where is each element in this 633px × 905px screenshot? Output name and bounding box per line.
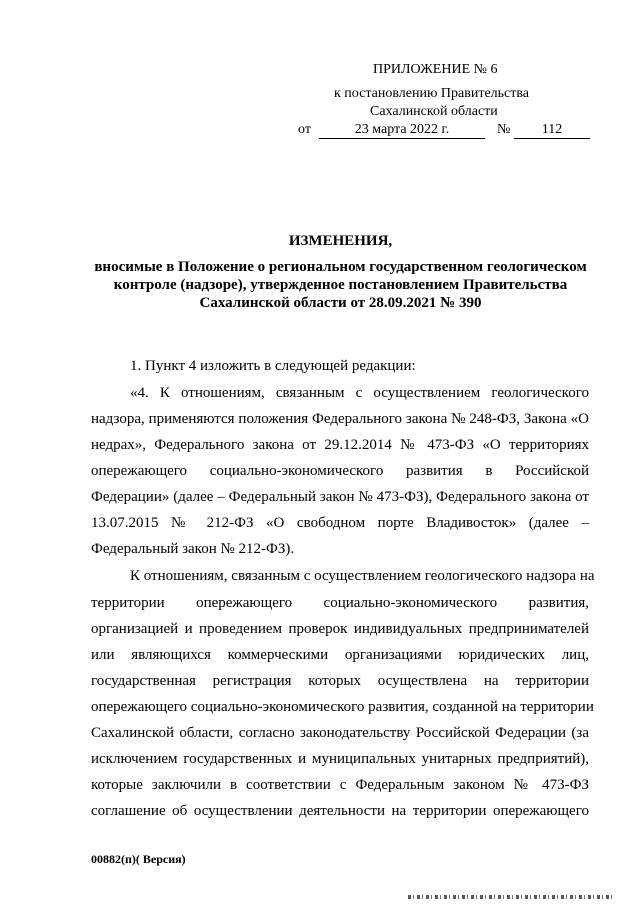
scan-barcode-strip	[408, 895, 613, 899]
paragraph-2-line-2: надзора, применяются положения Федерального закона № 248-ФЗ, Закона «О	[91, 411, 589, 427]
paragraph-2-line-7: Федеральный закон № 212-ФЗ).	[91, 541, 295, 557]
paragraph-3-line-3: организацией и проведением проверок индивидуальных предпринимателей	[91, 621, 589, 637]
paragraph-2-line-1: «4. К отношениям, связанным с осуществлением геологического	[130, 385, 589, 401]
document-subtitle-1: вносимые в Положение о региональном государственном геологическом	[94, 259, 587, 275]
from-label: от	[298, 122, 311, 137]
document-code: 00882(п)( Версия)	[91, 852, 186, 866]
header-line-2: Сахалинской области	[370, 104, 498, 119]
document-heading: ИЗМЕНЕНИЯ,	[288, 233, 393, 249]
paragraph-2-line-3: недрах», Федерального закона от 29.12.2014 № 473-ФЗ «О территориях	[91, 437, 589, 453]
document-subtitle-3: Сахалинской области от 28.09.2021 № 390	[199, 295, 482, 311]
paragraph-2-line-6: 13.07.2015 № 212-ФЗ «О свободном порте Владивосток» (далее –	[91, 515, 589, 531]
paragraph-3-line-7: Сахалинской области, согласно законодательству Российской Федерации (за	[91, 725, 589, 741]
paragraph-2-line-4: опережающего социально-экономического развития в Российской	[91, 463, 589, 479]
paragraph-3-line-8: исключением государственных и муниципальных унитарных предприятий),	[91, 751, 589, 767]
document-number: 112	[514, 122, 590, 139]
paragraph-2-line-5: Федерации» (далее – Федеральный закон № 473-ФЗ), Федерального закона от	[91, 489, 589, 505]
document-date: 23 марта 2022 г.	[319, 122, 485, 139]
document-subtitle-2: контроле (надзоре), утвержденное постановлением Правительства	[113, 277, 568, 293]
paragraph-3-line-5: государственная регистрация которых осуществлена на территории	[91, 673, 589, 689]
paragraph-3-line-10: соглашение об осуществлении деятельности на территории опережающего	[91, 803, 589, 819]
header-line-1: к постановлению Правительства	[334, 86, 530, 101]
paragraph-3-line-4: или являющихся коммерческими организациями юридических лиц,	[91, 647, 589, 663]
paragraph-3-line-6: опережающего социально-экономического развития, созданной на территории	[91, 699, 594, 715]
paragraph-3-line-2: территории опережающего социально-экономического развития,	[91, 595, 589, 611]
number-label: №	[497, 122, 511, 137]
paragraph-3-line-1: К отношениям, связанным с осуществлением геологического надзора на	[130, 568, 595, 584]
appendix-label: ПРИЛОЖЕНИЕ № 6	[373, 62, 498, 77]
paragraph-3-line-9: которые заключили в соответствии с Федеральным законом № 473-ФЗ	[91, 777, 589, 793]
paragraph-1: 1. Пункт 4 изложить в следующей редакции:	[130, 358, 416, 374]
